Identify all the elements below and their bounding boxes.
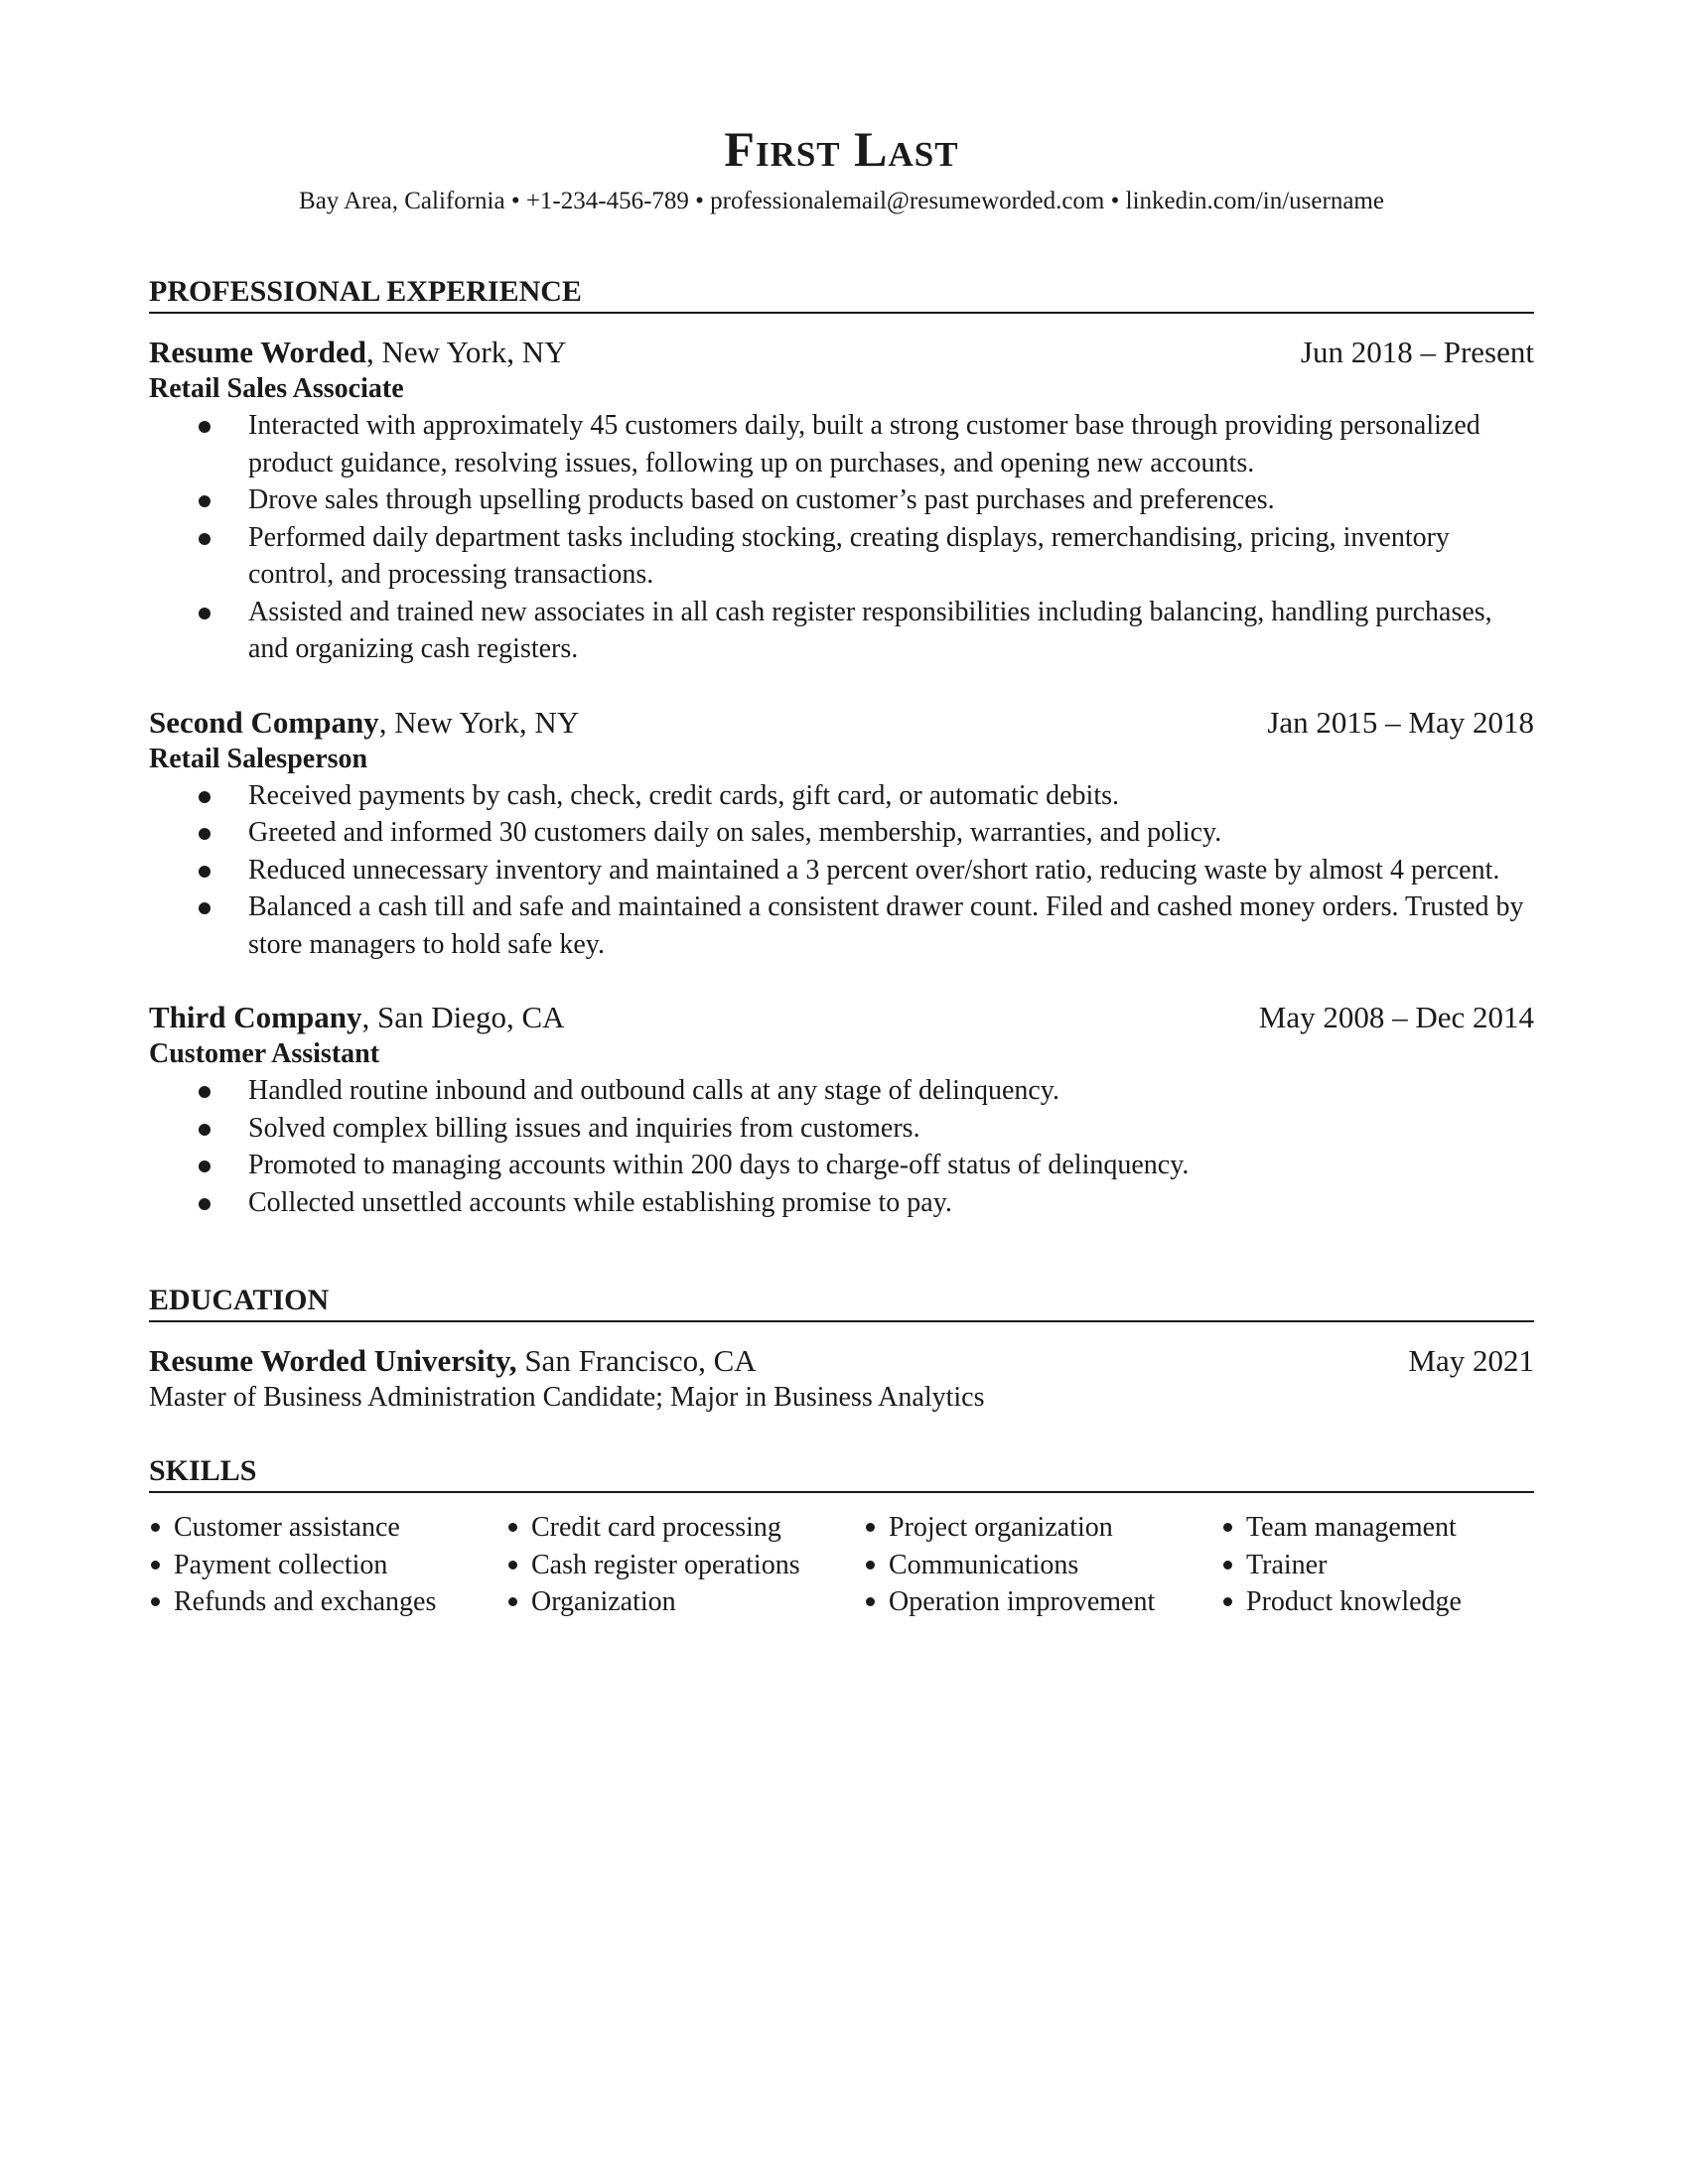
- bullet-text: Greeted and informed 30 customers daily on sales, membership, warranties, and policy.: [248, 817, 1222, 848]
- school-location: San Francisco, CA: [516, 1343, 757, 1378]
- candidate-name: First Last: [724, 121, 959, 177]
- skill-item: [506, 1547, 864, 1584]
- skill-item: [1221, 1509, 1534, 1547]
- bullet-text: Received payments by cash, check, credit cards, gift card, or automatic debits.: [248, 779, 1119, 811]
- skill-text: Payment collection: [174, 1549, 388, 1580]
- bullet-dot-icon: [508, 1523, 517, 1532]
- job-header: [149, 999, 1534, 1036]
- bullet-dot-icon: [1223, 1523, 1232, 1532]
- education-institution: [149, 1342, 757, 1380]
- company-location: , New York, NY: [378, 704, 580, 740]
- bullet-item: [248, 1184, 1534, 1222]
- skill-text: Refunds and exchanges: [174, 1586, 437, 1617]
- bullet-item: [248, 852, 1534, 889]
- job-employer: [149, 704, 579, 742]
- skill-item: [506, 1509, 864, 1547]
- bullet-text: Promoted to managing accounts within 200 days to charge-off status of delinquency.: [248, 1150, 1190, 1180]
- bullet-dot-icon: [151, 1561, 160, 1570]
- section-title-experience: PROFESSIONAL EXPERIENCE: [149, 274, 1534, 314]
- experience-section: [149, 274, 1534, 1221]
- bullet-item: [248, 407, 1534, 481]
- bullet-dot-icon: [199, 902, 211, 914]
- bullet-item: [248, 594, 1534, 668]
- job-employer: [149, 334, 567, 371]
- job-header: [149, 334, 1534, 371]
- job-title: Customer Assistant: [149, 1038, 380, 1069]
- skill-text: Communications: [889, 1549, 1079, 1580]
- skill-text: Project organization: [889, 1512, 1113, 1543]
- bullet-dot-icon: [866, 1523, 875, 1532]
- job-entry: [149, 999, 1534, 1221]
- bullet-text: Handled routine inbound and outbound calls at any stage of delinquency.: [248, 1075, 1059, 1106]
- bullet-dot-icon: [199, 608, 211, 619]
- bullet-text: Collected unsettled accounts while establishing promise to pay.: [248, 1186, 952, 1218]
- bullet-dot-icon: [1223, 1561, 1232, 1570]
- job-entry: [149, 334, 1534, 668]
- skill-item: [864, 1547, 1221, 1584]
- job-dates: Jan 2015 – May 2018: [1267, 704, 1534, 740]
- bullet-dot-icon: [199, 1160, 211, 1172]
- degree-text: Master of Business Administration Candidate; Major in Business Analytics: [149, 1382, 985, 1413]
- bullet-dot-icon: [866, 1561, 875, 1570]
- company-name: Second Company: [149, 704, 379, 740]
- skills-grid: [149, 1509, 1534, 1621]
- job-bullets: [149, 407, 1534, 668]
- job-dates: May 2008 – Dec 2014: [1258, 1000, 1534, 1034]
- job-dates: Jun 2018 – Present: [1300, 335, 1534, 369]
- school-name: Resume Worded University,: [149, 1343, 517, 1378]
- job-employer: [149, 999, 565, 1036]
- bullet-dot-icon: [866, 1597, 875, 1606]
- company-location: , San Diego, CA: [361, 1000, 565, 1034]
- job-bullets: [149, 1072, 1534, 1221]
- resume-page: [149, 119, 1534, 1621]
- bullet-dot-icon: [199, 791, 211, 803]
- bullet-item: [248, 519, 1534, 594]
- bullet-item: [248, 814, 1534, 852]
- company-name: Third Company: [149, 1000, 362, 1034]
- skill-text: Cash register operations: [531, 1549, 800, 1580]
- bullet-dot-icon: [199, 866, 211, 878]
- bullet-dot-icon: [508, 1561, 517, 1570]
- bullet-dot-icon: [508, 1597, 517, 1606]
- bullet-item: [248, 1110, 1534, 1148]
- job-bullets: [149, 777, 1534, 964]
- bullet-item: [248, 481, 1534, 519]
- bullet-text: Solved complex billing issues and inquiries from customers.: [248, 1112, 920, 1144]
- skill-text: Operation improvement: [889, 1586, 1156, 1617]
- bullet-dot-icon: [1223, 1597, 1232, 1606]
- bullet-text: Assisted and trained new associates in all cash register responsibilities including balancing, handling purchases, and organizing cash registers.: [248, 596, 1492, 664]
- skill-text: Customer assistance: [174, 1512, 400, 1543]
- skill-item: [149, 1583, 506, 1621]
- bullet-dot-icon: [199, 495, 211, 507]
- company-name: Resume Worded: [149, 335, 367, 369]
- skill-text: Credit card processing: [531, 1512, 781, 1543]
- bullet-dot-icon: [199, 533, 211, 545]
- job-title: Retail Salesperson: [149, 743, 368, 774]
- bullet-item: [248, 777, 1534, 815]
- bullet-item: [248, 1072, 1534, 1110]
- skill-item: [864, 1583, 1221, 1621]
- education-section: [149, 1283, 1534, 1416]
- bullet-text: Interacted with approximately 45 customers daily, built a strong customer base through providing personalized product guidance, resolving issues, following up on purchases, and opening new accounts.: [248, 410, 1480, 478]
- bullet-text: Drove sales through upselling products based on customer’s past purchases and preferences.: [248, 484, 1275, 515]
- bullet-item: [248, 888, 1534, 963]
- skill-text: Trainer: [1246, 1549, 1328, 1580]
- skill-text: Team management: [1246, 1512, 1457, 1543]
- education-date: May 2021: [1408, 1343, 1534, 1378]
- skill-text: Organization: [531, 1586, 676, 1617]
- skill-text: Product knowledge: [1246, 1586, 1462, 1617]
- job-entry: [149, 704, 1534, 964]
- job-header: [149, 704, 1534, 742]
- bullet-dot-icon: [151, 1597, 160, 1606]
- bullet-dot-icon: [199, 1086, 211, 1098]
- bullet-text: Balanced a cash till and safe and maintained a consistent drawer count. Filed and cashed money orders. Trusted by store managers to hold safe key.: [248, 891, 1524, 960]
- bullet-dot-icon: [199, 1198, 211, 1210]
- skill-item: [149, 1509, 506, 1547]
- skill-item: [864, 1509, 1221, 1547]
- education-header: [149, 1342, 1534, 1380]
- bullet-dot-icon: [199, 1124, 211, 1136]
- skill-item: [1221, 1547, 1534, 1584]
- bullet-dot-icon: [151, 1523, 160, 1532]
- skill-item: [149, 1547, 506, 1584]
- bullet-item: [248, 1147, 1534, 1184]
- skill-item: [506, 1583, 864, 1621]
- company-location: , New York, NY: [366, 335, 567, 369]
- bullet-text: Performed daily department tasks including stocking, creating displays, remerchandising, pricing, inventory control, and processing transactions.: [248, 521, 1450, 590]
- bullet-text: Reduced unnecessary inventory and maintained a 3 percent over/short ratio, reducing waste by almost 4 percent.: [248, 854, 1500, 886]
- job-title: Retail Sales Associate: [149, 373, 404, 404]
- bullet-dot-icon: [199, 421, 211, 433]
- skills-section: [149, 1453, 1534, 1621]
- skill-item: [1221, 1583, 1534, 1621]
- section-title-education: EDUCATION: [149, 1283, 1534, 1322]
- contact-line: Bay Area, California • +1-234-456-789 • professionalemail@resumeworded.com • linkedin.com/in/username: [299, 188, 1384, 214]
- resume-header: [149, 119, 1534, 218]
- section-title-skills: SKILLS: [149, 1453, 1534, 1493]
- bullet-dot-icon: [199, 828, 211, 840]
